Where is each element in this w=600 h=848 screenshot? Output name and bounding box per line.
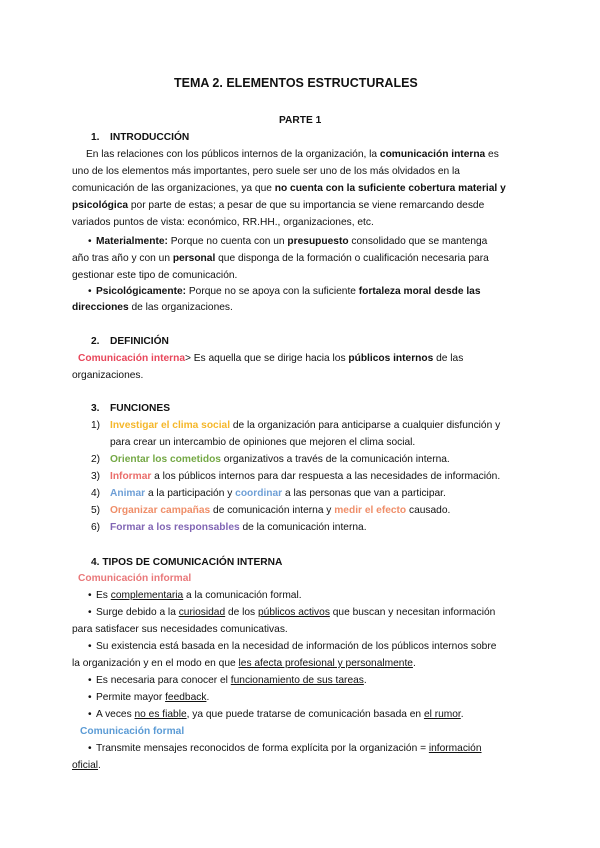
intro-line-1: En las relaciones con los públicos internos de la organización, la comunicación interna es — [86, 149, 499, 160]
bullet-icon: • — [88, 743, 92, 754]
function-item-2: 2) Orientar los cometidos organizativos a través de la comunicación interna. — [91, 454, 450, 465]
bullet-icon: • — [88, 692, 92, 703]
bullet-psicologicamente: • Psicológicamente: Porque no se apoya con la suficiente fortaleza moral desde las — [88, 286, 481, 297]
function-item-5: 5) Organizar campañas de comunicación interna y medir el efecto causado. — [91, 505, 451, 516]
intro-line-5: variados puntos de vista: económico, RR.HH., organizaciones, etc. — [72, 217, 374, 228]
informal-bullet-1: • Es complementaria a la comunicación formal. — [88, 590, 302, 601]
section-heading-introduccion — [91, 130, 189, 145]
definition-line-2: organizaciones. — [72, 370, 144, 381]
function-item-1-cont: para crear un intercambio de opiniones que mejoren el clima social. — [110, 437, 416, 448]
informal-bullet-6: • A veces no es fiable, ya que puede tratarse de comunicación basada en el rumor. — [88, 709, 464, 720]
informal-bullet-2-cont: para satisfacer sus necesidades comunicativas. — [72, 624, 288, 635]
definition-line-1: Comunicación interna> Es aquella que se dirige hacia los públicos internos de las — [78, 353, 464, 364]
materialmente-line-2: año tras año y con un personal que disponga de la formación o cualificación necesaria para — [72, 253, 489, 264]
intro-line-2: uno de los elementos más importantes, pero suele ser uno de los más olvidados en la — [72, 166, 460, 177]
intro-line-4: psicológica por parte de estas; a pesar de que su importancia se viene remarcando desde — [72, 200, 485, 211]
section-heading-tipos: 4. TIPOS DE COMUNICACIÓN INTERNA — [91, 557, 283, 568]
informal-bullet-4: • Es necesaria para conocer el funcionamiento de sus tareas. — [88, 675, 367, 686]
bullet-icon: • — [88, 286, 92, 297]
bullet-icon: • — [88, 641, 92, 652]
bullet-icon: • — [88, 709, 92, 720]
bullet-icon: • — [88, 607, 92, 618]
function-item-4: 4) Animar a la participación y coordinar a las personas que van a participar. — [91, 488, 446, 499]
section-heading-funciones — [91, 401, 170, 416]
page-title: TEMA 2. ELEMENTOS ESTRUCTURALES — [174, 76, 418, 90]
section-number: 1. — [91, 132, 100, 143]
function-item-6: 6) Formar a los responsables de la comunicación interna. — [91, 522, 367, 533]
bullet-icon: • — [88, 590, 92, 601]
section-heading-definicion — [91, 334, 169, 349]
subheading-formal: Comunicación formal — [80, 726, 185, 737]
bullet-icon: • — [88, 675, 92, 686]
section-title: DEFINICIÓN — [110, 336, 169, 347]
bullet-materialmente: • Materialmente: Porque no cuenta con un presupuesto consolidado que se mantenga — [88, 236, 488, 247]
part-label: PARTE 1 — [279, 115, 322, 126]
function-item-3: 3) Informar a los públicos internos para dar respuesta a las necesidades de información. — [91, 471, 501, 482]
formal-bullet-1-cont: oficial. — [72, 760, 101, 771]
bullet-icon: • — [88, 236, 92, 247]
formal-bullet-1: • Transmite mensajes reconocidos de forma explícita por la organización = información — [88, 743, 482, 754]
section-number: 2. — [91, 336, 100, 347]
section-number: 3. — [91, 403, 100, 414]
intro-line-3: comunicación de las organizaciones, ya que no cuenta con la suficiente cobertura material y — [72, 183, 506, 194]
psicologicamente-line-2: direcciones de las organizaciones. — [72, 302, 233, 313]
informal-bullet-2: • Surge debido a la curiosidad de los públicos activos que buscan y necesitan información — [88, 607, 496, 618]
subheading-informal: Comunicación informal — [78, 573, 192, 584]
informal-bullet-3: • Su existencia está basada en la necesidad de información de los públicos internos sobre — [88, 641, 497, 652]
materialmente-line-3: gestionar este tipo de comunicación. — [72, 270, 238, 281]
informal-bullet-3-cont: la organización y en el modo en que les afecta profesional y personalmente. — [72, 658, 416, 669]
section-title: INTRODUCCIÓN — [110, 132, 190, 143]
section-title: FUNCIONES — [110, 403, 170, 414]
function-item-1: 1) Investigar el clima social de la organización para anticiparse a cualquier disfunción y — [91, 420, 501, 431]
informal-bullet-5: • Permite mayor feedback. — [88, 692, 210, 703]
